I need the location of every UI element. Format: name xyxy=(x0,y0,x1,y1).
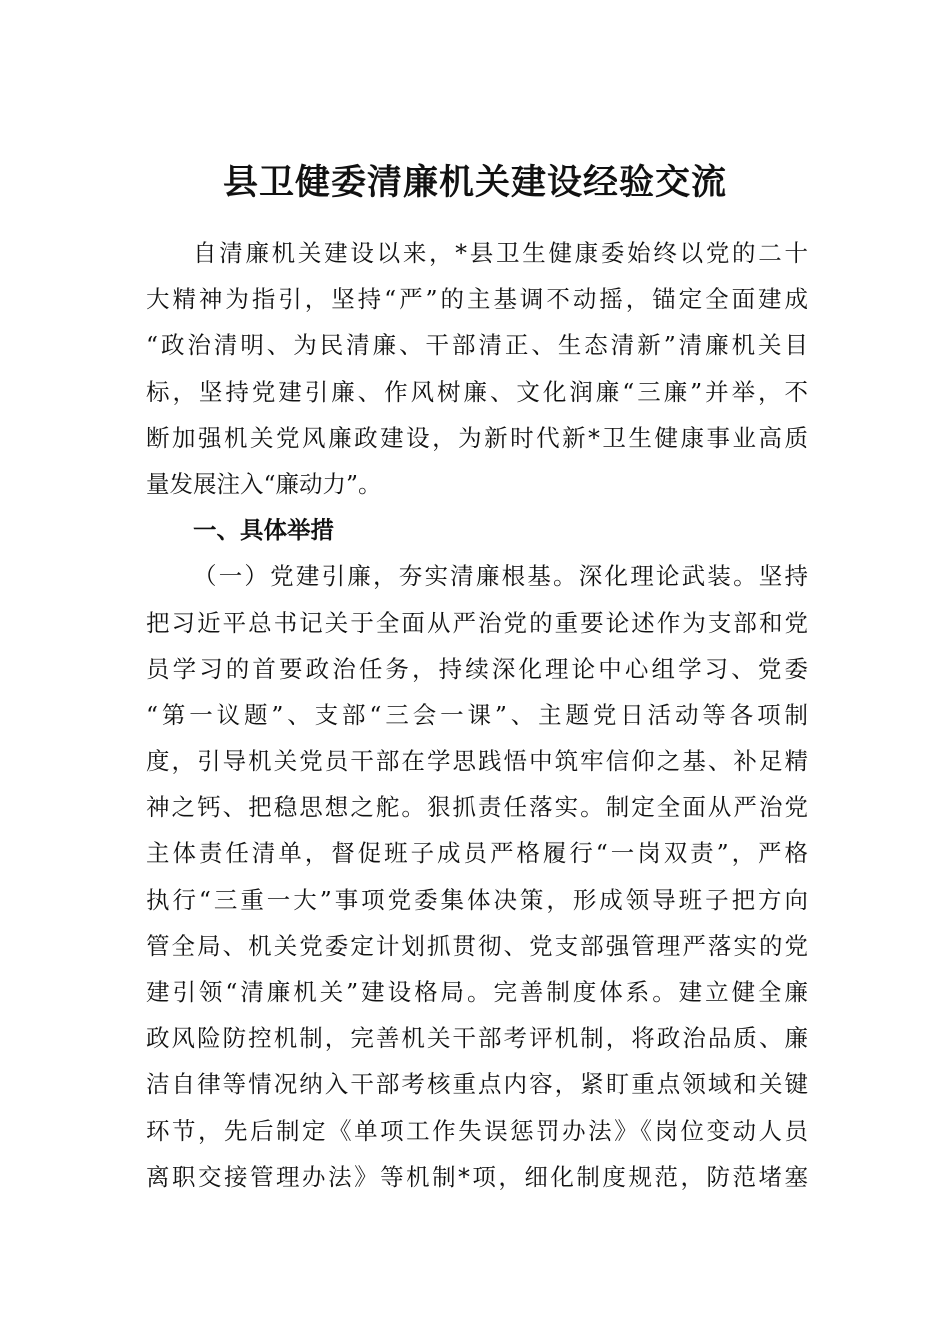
section-line: 主体责任清单，督促班子成员严格履行“一岗双责”，严格 xyxy=(146,839,808,868)
section-line: 神之钙、把稳思想之舵。狠抓责任落实。制定全面从严治党 xyxy=(146,793,808,822)
intro-paragraph xyxy=(146,230,808,507)
intro-line: “政治清明、为民清廉、干部清正、生态清新”清廉机关目 xyxy=(146,331,808,360)
section-line: 管全局、机关党委定计划抓贯彻、党支部强管理严落实的党 xyxy=(146,931,808,960)
intro-line: 量发展注入“廉动力”。 xyxy=(146,469,382,498)
document-title: 县卫健委清廉机关建设经验交流 xyxy=(222,162,727,203)
section-line: （一）党建引廉，夯实清廉根基。深化理论武装。坚持 xyxy=(193,562,808,591)
intro-line: 标，坚持党建引廉、作风树廉、文化润廉“三廉”并举，不 xyxy=(146,377,808,406)
section-line: 政风险防控机制，完善机关干部考评机制，将政治品质、廉 xyxy=(146,1024,808,1053)
intro-line: 断加强机关党风廉政建设，为新时代新*卫生健康事业高质 xyxy=(146,423,808,452)
section-line: 执行“三重一大”事项党委集体决策，形成领导班子把方向 xyxy=(146,885,808,914)
section-paragraph xyxy=(146,553,808,1200)
intro-line: 自清廉机关建设以来，*县卫生健康委始终以党的二十 xyxy=(193,239,808,267)
section-line: 建引领“清廉机关”建设格局。完善制度体系。建立健全廉 xyxy=(146,978,808,1006)
section-line: 洁自律等情况纳入干部考核重点内容，紧盯重点领域和关键 xyxy=(146,1070,808,1099)
section-line: 环节，先后制定《单项工作失误惩罚办法》《岗位变动人员 xyxy=(146,1116,808,1145)
section-line: “第一议题”、支部“三会一课”、主题党日活动等各项制 xyxy=(146,700,808,729)
section-line: 离职交接管理办法》等机制*项，细化制度规范，防范堵塞 xyxy=(146,1162,808,1191)
intro-line: 大精神为指引，坚持“严”的主基调不动摇，锚定全面建成 xyxy=(146,285,808,314)
section-line: 员学习的首要政治任务，持续深化理论中心组学习、党委 xyxy=(146,654,808,683)
section-heading: 一、具体举措 xyxy=(193,516,334,545)
document-body xyxy=(146,230,808,1200)
section-line: 把习近平总书记关于全面从严治党的重要论述作为支部和党 xyxy=(146,608,808,637)
section-line: 度，引导机关党员干部在学思践悟中筑牢信仰之基、补足精 xyxy=(146,747,808,776)
